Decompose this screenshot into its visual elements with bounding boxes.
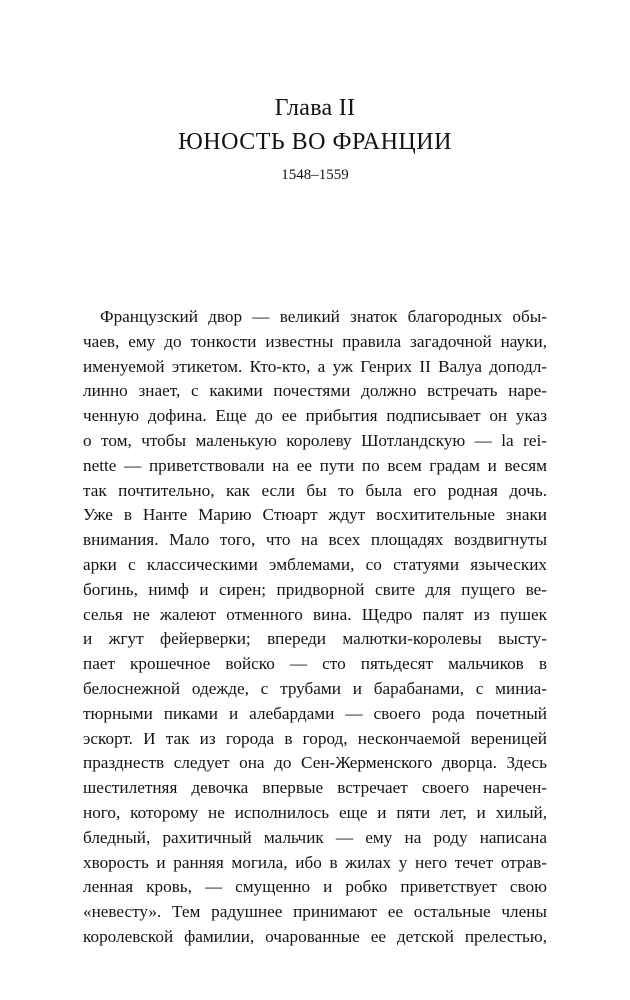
text-line: и жгут фейерверки; впереди малютки-королевы высту- [83, 629, 547, 649]
text-line: селья не жалеют отменного вина. Щедро палят из пушек [83, 604, 547, 624]
text-line: так почтительно, как если бы то была его родная дочь. [83, 480, 547, 500]
text-line: ного, которому не исполнилось еще и пяти лет, и хилый, [83, 802, 547, 822]
text-line: о том, чтобы маленькую королеву Шотландскую — la rei- [83, 430, 547, 450]
text-line: Уже в Нанте Марию Стюарт ждут восхитительные знаки [83, 505, 547, 525]
text-line: ленная кровь, — смущенно и робко приветствует свою [83, 877, 547, 897]
text-line: бледный, рахитичный мальчик — ему на роду написана [83, 827, 547, 847]
text-line: Французский двор — великий знаток благородных обы- [100, 307, 547, 326]
text-line: «невесту». Тем радушнее принимают ее остальные члены [83, 902, 547, 922]
text-line: внимания. Мало того, что на всех площадях воздвигнуты [83, 530, 547, 550]
text-line: nette — приветствовали на ее пути по всем градам и весям [83, 455, 547, 475]
text-line: чаев, ему до тонкости известны правила загадочной науки, [83, 331, 547, 351]
body-text [83, 305, 547, 950]
chapter-title: ЮНОСТЬ ВО ФРАНЦИИ [178, 129, 452, 155]
text-line: хворость и ранняя могила, ибо в жилах у него течет отрав- [83, 852, 547, 872]
text-line: богинь, нимф и сирен; придворной свите для пущего ве- [83, 579, 547, 599]
text-line: пает крошечное войско — сто пятьдесят мальчиков в [83, 654, 547, 674]
text-line: королевской фамилии, очарованные ее детской прелестью, [83, 926, 547, 946]
text-line: эскорт. И так из города в город, нескончаемой вереницей [83, 728, 547, 748]
text-line: именуемой этикетом. Кто-кто, а уж Генрих II Валуа доподл- [83, 356, 547, 376]
text-line: шестилетняя девочка впервые встречает своего наречен- [83, 778, 547, 798]
text-line: празднеств следует она до Сен-Жерменского дворца. Здесь [83, 753, 547, 773]
text-line: белоснежной одежде, с трубами и барабанами, с миниа- [83, 678, 547, 698]
chapter-years: 1548–1559 [281, 167, 349, 183]
text-line: тюрными пиками и алебардами — своего рода почетный [83, 703, 547, 723]
text-line: арки с классическими эмблемами, со статуями языческих [83, 554, 547, 574]
chapter-label: Глава II [274, 95, 356, 121]
text-line: линно знает, с какими почестями должно встречать наре- [83, 381, 547, 401]
text-line: ченную дофина. Еще до ее прибытия подписывает он указ [83, 406, 547, 426]
